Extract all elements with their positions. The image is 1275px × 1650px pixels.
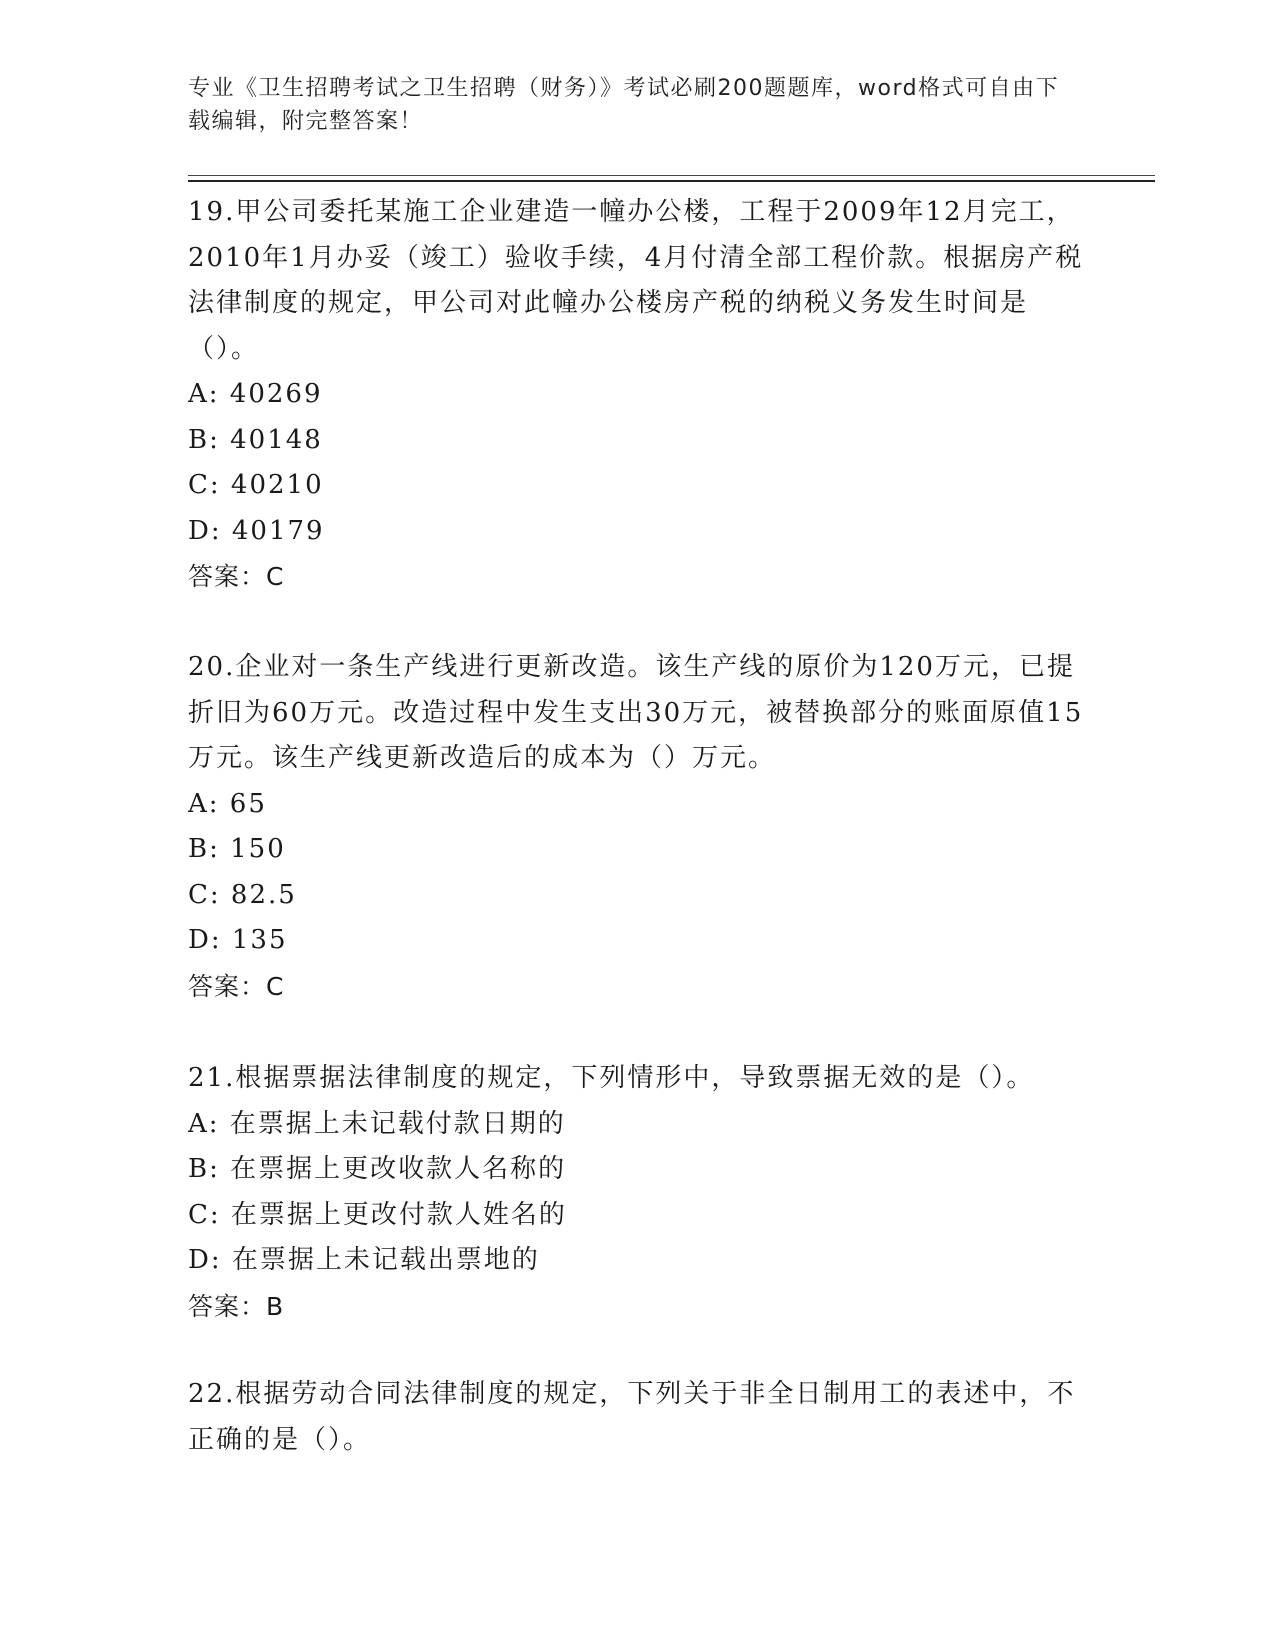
answer: 答案：B <box>188 1291 285 1321</box>
question-20 <box>188 645 1088 1009</box>
option-b: B: 150 <box>188 834 286 864</box>
question-19 <box>188 190 1088 600</box>
header-divider-thin <box>188 175 1155 176</box>
question-stem: 21.根据票据法律制度的规定，下列情形中，导致票据无效的是（）。 <box>188 1063 1035 1093</box>
option-a: A: 65 <box>188 788 267 819</box>
option-a: A: 40269 <box>188 379 323 409</box>
option-a: A: 在票据上未记载付款日期的 <box>188 1108 566 1139</box>
option-c: C: 82.5 <box>188 879 297 910</box>
option-c: C: 40210 <box>188 470 324 500</box>
option-d: D: 135 <box>188 925 288 955</box>
question-stem: 20.企业对一条生产线进行更新改造。该生产线的原价为120万元，已提折旧为60万元。改造过程中发生支出30万元，被替换部分的账面原值15万元。该生产线更新改造后的成本为（）万元。 <box>188 652 1084 773</box>
answer: 答案：C <box>188 971 285 1001</box>
question-21 <box>188 1056 1088 1329</box>
option-d: D: 40179 <box>188 515 325 546</box>
option-b: B: 在票据上更改收款人名称的 <box>188 1154 567 1184</box>
question-22 <box>188 1372 1088 1463</box>
answer: 答案：C <box>188 562 285 591</box>
question-stem: 19.甲公司委托某施工企业建造一幢办公楼，工程于2009年12月完工，2010年1月办妥（竣工）验收手续，4月付清全部工程价款。根据房产税法律制度的规定，甲公司对此幢办公楼房产税的纳税义务发生时间是（）。 <box>188 197 1084 364</box>
option-b: B: 40148 <box>188 424 323 455</box>
document-header: 专业《卫生招聘考试之卫生招聘（财务）》考试必刷200题题库，word格式可自由下载编辑，附完整答案！ <box>188 76 1060 134</box>
option-d: D: 在票据上未记载出票地的 <box>188 1245 540 1275</box>
question-stem: 22.根据劳动合同法律制度的规定，下列关于非全日制用工的表述中，不正确的是（）。 <box>188 1379 1076 1455</box>
option-c: C: 在票据上更改付款人姓名的 <box>188 1199 567 1230</box>
header-divider-thick <box>188 180 1155 182</box>
